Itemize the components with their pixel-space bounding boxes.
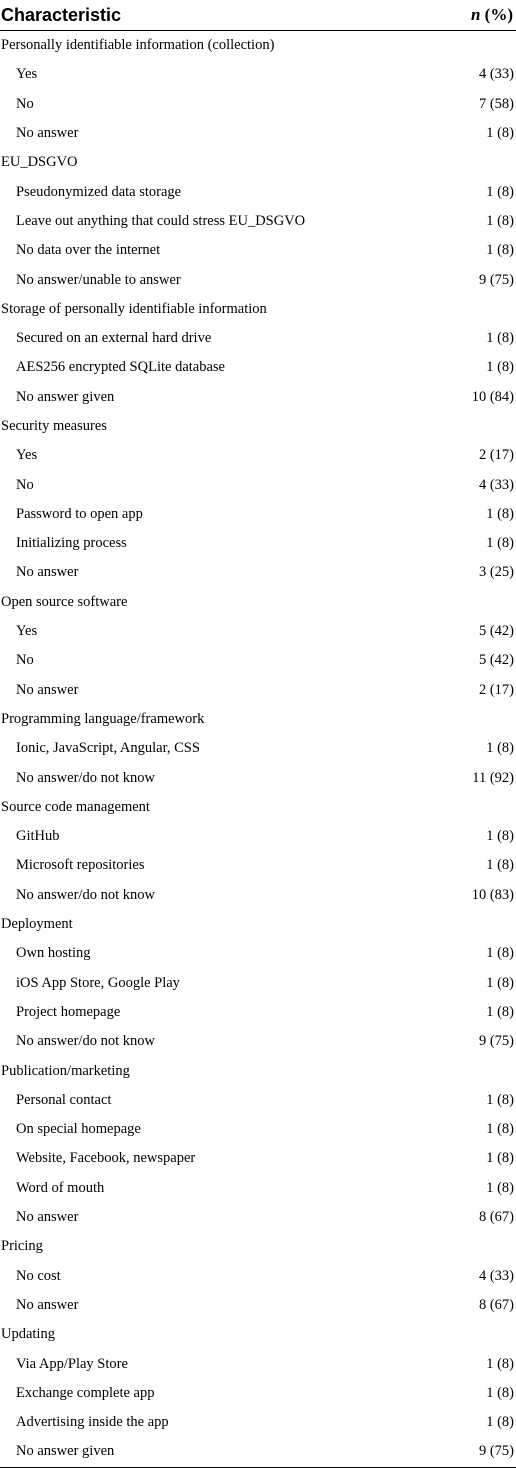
row-value: 3 (25) [478,564,514,581]
row-value: 1 (8) [486,535,514,552]
row-label: Website, Facebook, newspaper [16,1150,196,1167]
table-row [0,353,516,382]
group-title: EU_DSGVO [1,154,78,171]
row-value: 1 (8) [486,1150,514,1167]
table-row [0,1027,516,1056]
row-value: 1 (8) [486,212,514,229]
row-label: Yes [16,623,38,640]
table-row [0,1291,516,1320]
table-row [0,90,516,119]
row-value: 1 (8) [486,1384,514,1401]
row-label: Via App/Play Store [16,1355,128,1372]
row-value: 1 (8) [486,740,514,757]
table-row [0,119,516,148]
group-header-row [0,1056,516,1085]
group-title: Programming language/framework [1,710,205,727]
group-header-row [0,705,516,734]
row-label: No [16,476,34,493]
row-label: AES256 encrypted SQLite database [16,359,225,376]
group-header-row [0,910,516,939]
table-body [0,31,516,1467]
table-row [0,646,516,675]
row-value: 1 (8) [486,1091,514,1108]
row-value: 1 (8) [486,857,514,874]
group-header-row [0,588,516,617]
row-label: Yes [16,447,38,464]
row-value: 2 (17) [478,681,514,698]
table-row [0,1261,516,1290]
row-label: iOS App Store, Google Play [16,974,180,991]
group-header-row [0,412,516,441]
row-label: On special homepage [16,1121,141,1138]
row-value: 4 (33) [478,476,514,493]
row-label: Personal contact [16,1091,112,1108]
table-row [0,881,516,910]
row-label: Advertising inside the app [16,1414,169,1431]
row-label: Own hosting [16,945,91,962]
table-row [0,939,516,968]
table-row [0,60,516,89]
table-row [0,177,516,206]
n-label: n [470,5,481,24]
table-row [0,500,516,529]
row-label: No answer given [16,1443,115,1460]
row-label: No [16,95,34,112]
row-label: GitHub [16,828,60,845]
group-title: Storage of personally identifiable information [1,300,267,317]
group-header-row [0,793,516,822]
group-title: Personally identifiable information (collection) [1,37,275,54]
table-row [0,1203,516,1232]
row-label: Project homepage [16,1003,121,1020]
row-value: 4 (33) [478,1267,514,1284]
row-value: 5 (42) [478,652,514,669]
row-value: 10 (84) [471,388,514,405]
group-header-row [0,31,516,60]
table-row [0,529,516,558]
row-label: No answer [16,1209,79,1226]
table-row [0,1144,516,1173]
row-value: 5 (42) [478,623,514,640]
table-row [0,617,516,646]
table-row [0,1086,516,1115]
row-value: 1 (8) [486,359,514,376]
group-title: Updating [1,1326,55,1343]
table-row [0,1349,516,1378]
group-title: Source code management [1,798,150,815]
row-value: 1 (8) [486,125,514,142]
row-value: 1 (8) [486,1179,514,1196]
percent-label: (%) [480,5,513,24]
group-title: Security measures [1,418,107,434]
row-value: 1 (8) [486,242,514,259]
table-row [0,676,516,705]
table-row [0,1115,516,1144]
table-row [0,1437,516,1466]
table-row [0,265,516,294]
table-row [0,998,516,1027]
table-row [0,822,516,851]
table-row [0,383,516,412]
row-label: No answer [16,564,79,581]
row-label: No answer given [16,388,115,405]
table-header [0,0,516,31]
group-title: Publication/marketing [1,1062,130,1079]
row-label: No [16,652,34,669]
group-header-row [0,148,516,177]
table-bottom-rule [0,1467,516,1468]
group-header-row [0,295,516,324]
row-value: 8 (67) [478,1296,514,1313]
row-label: No answer/do not know [16,769,155,786]
row-label: Yes [16,66,38,83]
group-title: Pricing [1,1238,43,1255]
row-label: Leave out anything that could stress EU_DSGVO [16,212,306,229]
row-label: No answer/do not know [16,1033,155,1050]
group-header-row [0,1232,516,1261]
row-value: 9 (75) [478,1443,514,1460]
row-label: No cost [16,1267,61,1284]
table-row [0,236,516,265]
table-row [0,558,516,587]
table-row [0,207,516,236]
row-label: Ionic, JavaScript, Angular, CSS [16,740,200,757]
row-label: Microsoft repositories [16,857,145,874]
row-label: Exchange complete app [16,1384,155,1401]
group-header-row [0,1320,516,1349]
row-label: No data over the internet [16,242,161,259]
row-value: 4 (33) [478,66,514,83]
table-row [0,734,516,763]
characteristic-column-header: Characteristic [1,4,122,25]
row-value: 1 (8) [486,828,514,845]
row-value: 8 (67) [478,1209,514,1226]
row-value: 1 (8) [486,330,514,347]
row-value: 1 (8) [486,974,514,991]
row-label: Password to open app [16,505,143,522]
row-value: 9 (75) [478,1033,514,1050]
table-row [0,324,516,353]
row-value: 10 (83) [471,886,514,903]
row-label: No answer [16,681,79,698]
row-value: 1 (8) [486,1355,514,1372]
table-row [0,1174,516,1203]
table-row [0,441,516,470]
row-value: 2 (17) [478,447,514,464]
group-title: Open source software [1,593,128,610]
row-label: Secured on an external hard drive [16,330,212,347]
table-row [0,1379,516,1408]
table-row [0,969,516,998]
row-value: 11 (92) [472,769,514,786]
row-value: 1 (8) [486,505,514,522]
row-value: 1 (8) [486,1121,514,1138]
row-label: Word of mouth [16,1179,105,1196]
group-title: Deployment [1,916,73,933]
n-percent-column-header [471,5,513,25]
row-label: No answer [16,1296,79,1313]
row-value: 7 (58) [478,95,514,112]
row-label: Pseudonymized data storage [16,183,182,200]
row-value: 9 (75) [478,271,514,288]
table-row [0,470,516,499]
table-row [0,1408,516,1437]
row-value: 1 (8) [486,183,514,200]
row-value: 1 (8) [486,1003,514,1020]
row-value: 1 (8) [486,1414,514,1431]
table-row [0,763,516,792]
row-label: No answer/do not know [16,886,155,903]
row-value: 1 (8) [486,945,514,962]
table-row [0,851,516,880]
row-label: No answer/unable to answer [16,271,181,288]
row-label: Initializing process [16,535,127,552]
row-label: No answer [16,125,79,142]
